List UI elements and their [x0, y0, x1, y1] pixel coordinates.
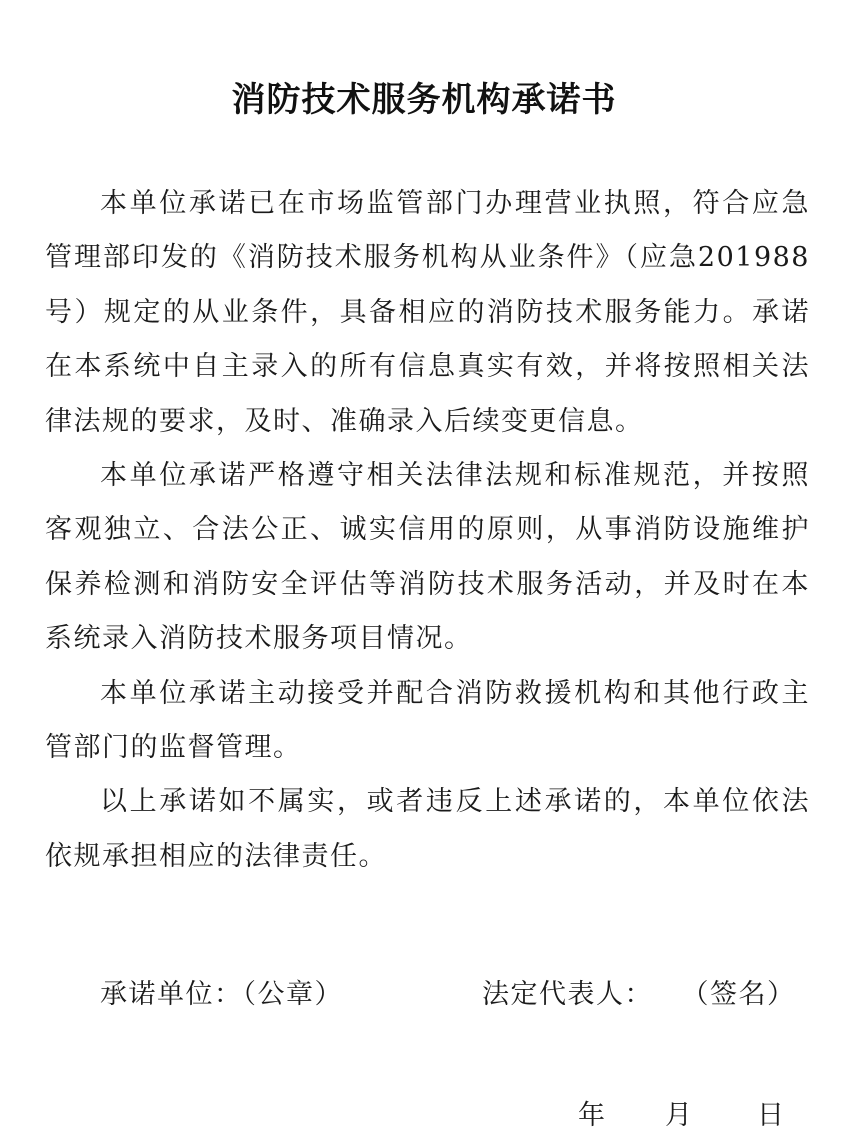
date-line — [0, 1093, 848, 1133]
paragraph-qualification: 本单位承诺已在市场监管部门办理营业执照，符合应急管理部印发的《消防技术服务机构从业条件》（应急201988号）规定的从业条件，具备相应的消防技术服务能力。承诺在本系统中自主录入的所有信息真实有效，并将按照相关法律法规的要求，及时、准确录入后续变更信息。 — [45, 188, 810, 437]
committing-unit — [100, 972, 343, 1011]
paragraph-liability: 以上承诺如不属实，或者违反上述承诺的，本单位依法依规承担相应的法律责任。 — [45, 786, 810, 872]
document-title: 消防技术服务机构承诺书 — [231, 80, 617, 120]
date-month: 月 — [665, 1100, 692, 1131]
signature-hint: （签名） — [695, 979, 796, 1010]
committing-unit-label: 承诺单位： — [100, 979, 243, 1010]
paragraph-supervision: 本单位承诺主动接受并配合消防救援机构和其他行政主管部门的监督管理。 — [45, 677, 810, 764]
official-seal-hint: （公章） — [242, 979, 343, 1010]
date-year: 年 — [578, 1100, 605, 1131]
date-day: 日 — [757, 1100, 784, 1131]
legal-representative — [482, 972, 796, 1011]
document-body — [45, 177, 810, 884]
legal-representative-label: 法定代表人： — [482, 979, 653, 1010]
signature-row — [0, 972, 848, 1016]
paragraph-compliance: 本单位承诺严格遵守相关法律法规和标准规范，并按照客观独立、合法公正、诚实信用的原则，从事消防设施维护保养检测和消防安全评估等消防技术服务活动，并及时在本系统录入消防技术服务项目情况。 — [45, 460, 810, 655]
